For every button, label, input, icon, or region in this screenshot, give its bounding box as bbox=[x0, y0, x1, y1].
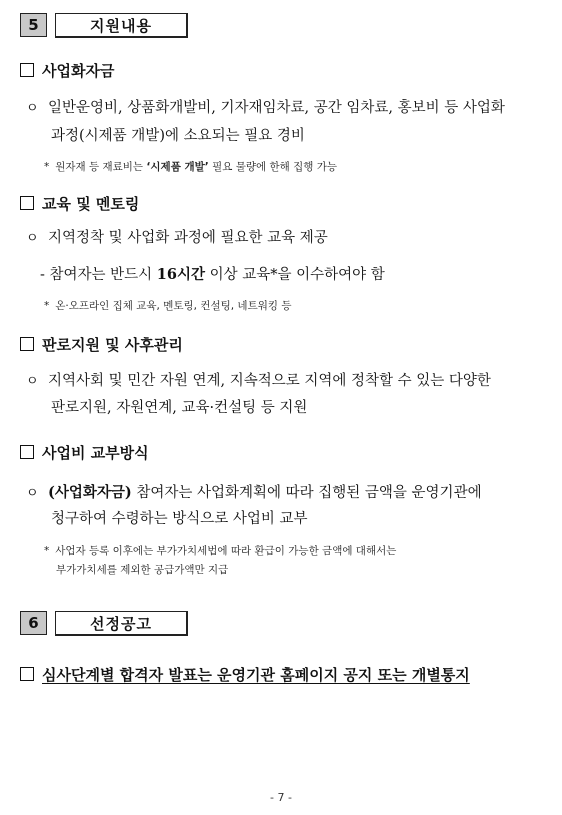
footnote-continued: 부가가치세를 제외한 공급가액만 지급 bbox=[56, 564, 229, 576]
section-number: 5 bbox=[20, 13, 47, 37]
item-heading: 사업비 교부방식 bbox=[20, 442, 149, 463]
checkbox-square-icon bbox=[20, 667, 34, 681]
page-number: - 7 - bbox=[270, 791, 292, 804]
section-number: 6 bbox=[20, 611, 47, 635]
bullet-paragraph-continued: 청구하여 수령하는 방식으로 사업비 교부 bbox=[51, 511, 308, 527]
bullet-paragraph-continued: 판로지원, 자원연계, 교육·컨설팅 등 지원 bbox=[51, 400, 308, 416]
bullet-paragraph-continued: 과정(시제품 개발)에 소요되는 필요 경비 bbox=[51, 128, 305, 144]
checkbox-square-icon bbox=[20, 196, 34, 210]
bullet-paragraph: ㅇ 일반운영비, 상품화개발비, 기자재임차료, 공간 임차료, 홍보비 등 사업화 bbox=[26, 96, 505, 121]
item-heading: 사업화자금 bbox=[20, 60, 114, 81]
section-title: 선정공고 bbox=[55, 611, 188, 636]
bullet-paragraph: ㅇ 지역정착 및 사업화 과정에 필요한 교육 제공 bbox=[26, 226, 328, 251]
section-title: 지원내용 bbox=[55, 13, 188, 38]
item-heading: 판로지원 및 사후관리 bbox=[20, 334, 183, 355]
circle-bullet-icon: ㅇ bbox=[26, 231, 39, 246]
footnote: * 사업자 등록 이후에는 부가가치세법에 따라 환급이 가능한 금액에 대해서는 bbox=[44, 545, 397, 557]
footnote: * 온·오프라인 집체 교육, 멘토링, 컨설팅, 네트워킹 등 bbox=[44, 300, 292, 312]
checkbox-square-icon bbox=[20, 337, 34, 351]
checkbox-square-icon bbox=[20, 445, 34, 459]
bullet-paragraph: ㅇ 지역사회 및 민간 자원 연계, 지속적으로 지역에 정착할 수 있는 다양한 bbox=[26, 369, 491, 394]
checkbox-square-icon bbox=[20, 63, 34, 77]
circle-bullet-icon: ㅇ bbox=[26, 374, 39, 389]
circle-bullet-icon: ㅇ bbox=[26, 486, 39, 501]
item-heading: 심사단계별 합격자 발표는 운영기관 홈페이지 공지 또는 개별통지 bbox=[20, 664, 470, 685]
bullet-paragraph: ㅇ (사업화자금) 참여자는 사업화계획에 따라 집행된 금액을 운영기관에 bbox=[26, 481, 482, 506]
sub-bullet: - 참여자는 반드시 16시간 이상 교육*을 이수하여야 함 bbox=[40, 266, 385, 283]
footnote: * 원자재 등 재료비는 ‘시제품 개발’ 필요 물량에 한해 집행 가능 bbox=[44, 161, 338, 173]
circle-bullet-icon: ㅇ bbox=[26, 101, 39, 116]
item-heading: 교육 및 멘토링 bbox=[20, 193, 139, 214]
